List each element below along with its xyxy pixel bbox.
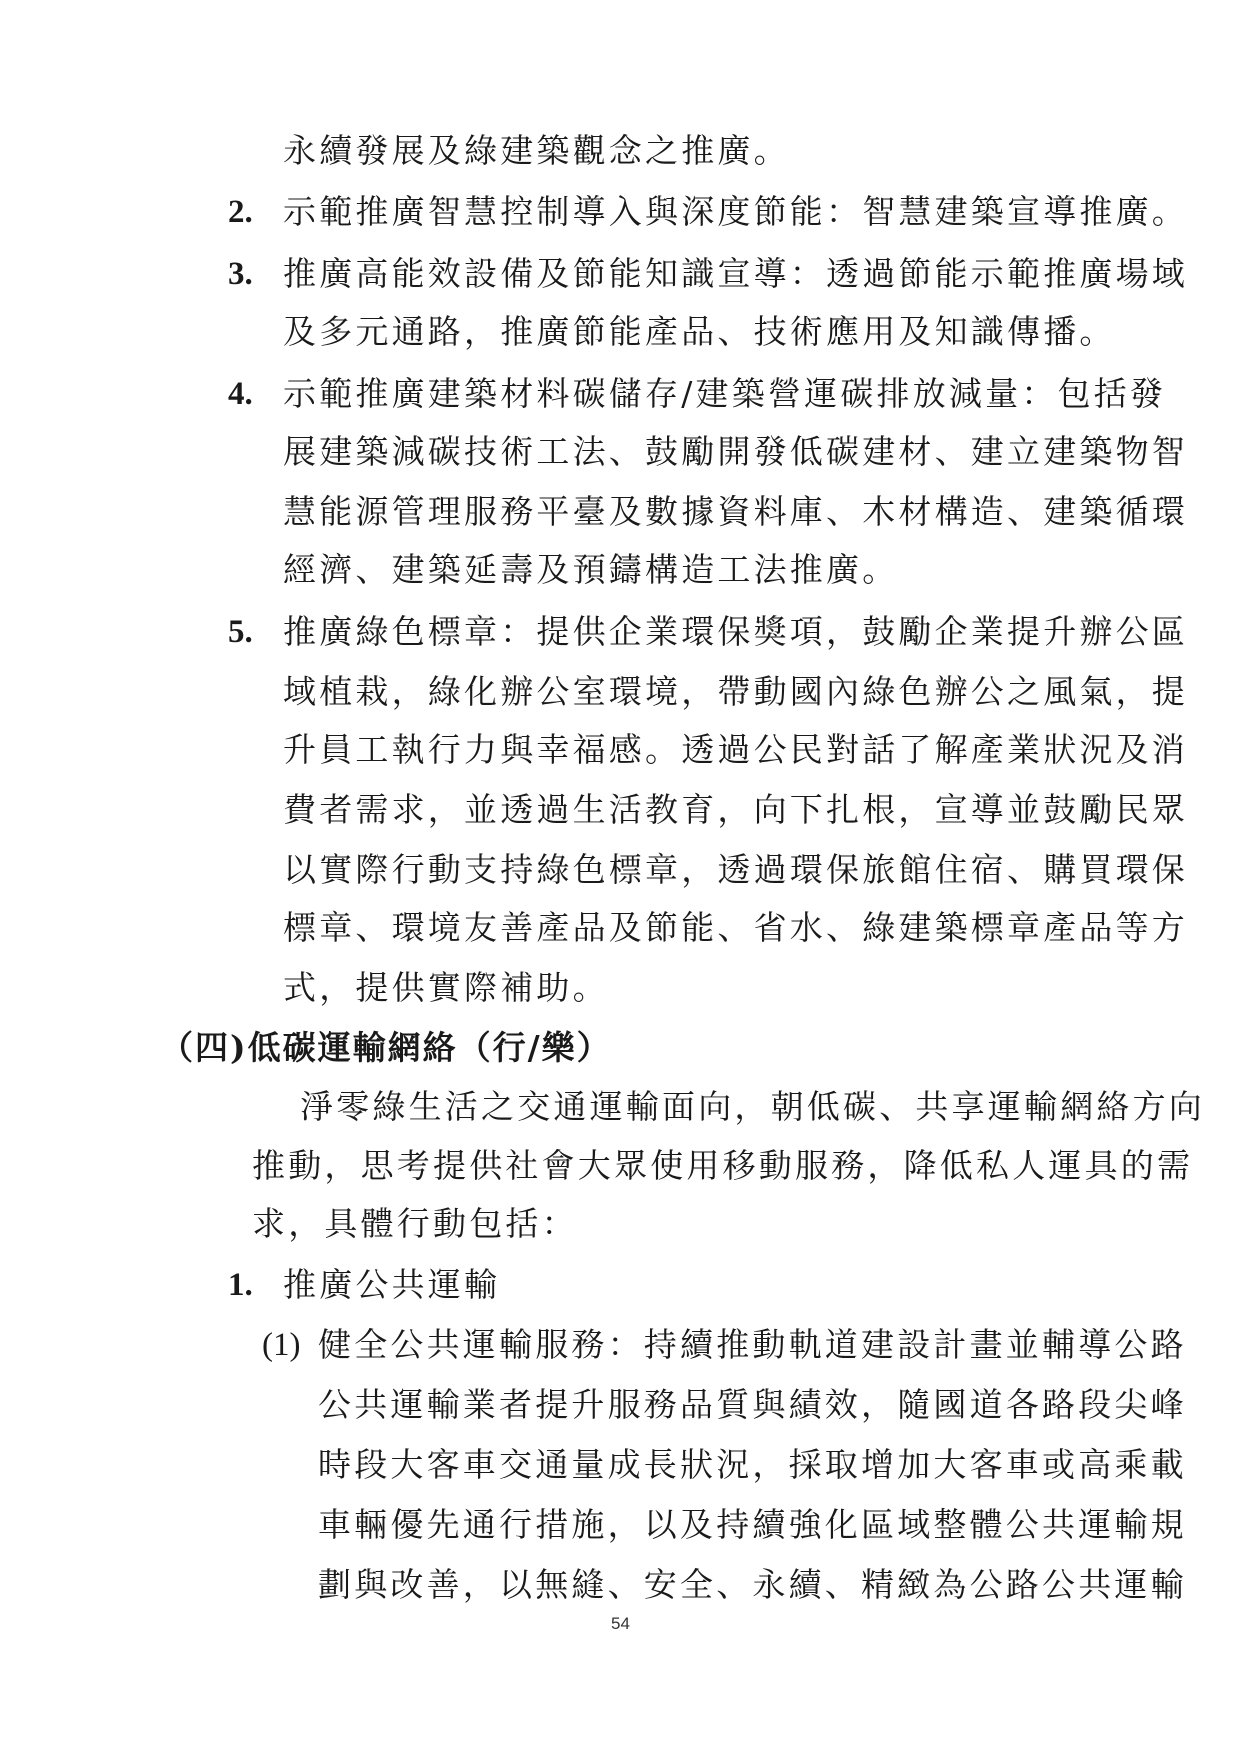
text-line: 以實際行動支持綠色標章，透過環保旅館住宿、購買環保 [283,850,1188,889]
item-number: 3. [228,256,253,292]
item-number: 2. [228,194,253,230]
text-line: 健全公共運輸服務：持續推動軌道建設計畫並輔導公路 [318,1325,1187,1364]
text-line: 示範推廣建築材料碳儲存/建築營運碳排放減量：包括發 [283,374,1167,413]
text-line: 式，提供實際補助。 [283,968,609,1007]
text-line: 永續發展及綠建築觀念之推廣。 [283,131,790,170]
text-line: 時段大客車交通量成長狀況，採取增加大客車或高乘載 [318,1445,1187,1484]
text-line: 費者需求，並透過生活教育，向下扎根，宣導並鼓勵民眾 [283,790,1188,829]
text-line: 車輛優先通行措施，以及持續強化區域整體公共運輸規 [318,1505,1187,1544]
text-line: 推廣高能效設備及節能知識宣導：透過節能示範推廣場域 [283,254,1188,293]
text-line: 推廣公共運輸 [283,1265,501,1304]
text-line: 展建築減碳技術工法、鼓勵開發低碳建材、建立建築物智 [283,432,1188,471]
item-number: 1. [228,1267,253,1303]
text-line: 升員工執行力與幸福感。透過公民對話了解產業狀況及消 [283,730,1188,769]
text-line: 示範推廣智慧控制導入與深度節能：智慧建築宣導推廣。 [283,192,1188,231]
text-line: 經濟、建築延壽及預鑄構造工法推廣。 [283,550,899,589]
text-line: 域植栽，綠化辦公室環境，帶動國內綠色辦公之風氣，提 [283,672,1188,711]
paragraph-line: 求，具體行動包括： [252,1204,578,1243]
paragraph-line: 淨零綠生活之交通運輸面向，朝低碳、共享運輸網絡方向 [300,1087,1205,1126]
item-number: 4. [228,376,253,412]
sub-item-number: (1) [262,1327,301,1363]
item-number: 5. [228,614,253,650]
text-line: 推廣綠色標章：提供企業環保獎項，鼓勵企業提升辦公區 [283,612,1188,651]
section-heading: （四)低碳運輸網絡（行/樂） [160,1028,612,1067]
text-line: 慧能源管理服務平臺及數據資料庫、木材構造、建築循環 [283,492,1188,531]
text-line: 標章、環境友善產品及節能、省水、綠建築標章產品等方 [283,908,1188,947]
page-number: 54 [611,1614,630,1633]
text-line: 及多元通路，推廣節能產品、技術應用及知識傳播。 [283,312,1116,351]
text-line: 公共運輸業者提升服務品質與績效，隨國道各路段尖峰 [318,1385,1187,1424]
paragraph-line: 推動，思考提供社會大眾使用移動服務，降低私人運具的需 [252,1146,1194,1185]
text-line: 劃與改善，以無縫、安全、永續、精緻為公路公共運輸 [318,1565,1187,1604]
